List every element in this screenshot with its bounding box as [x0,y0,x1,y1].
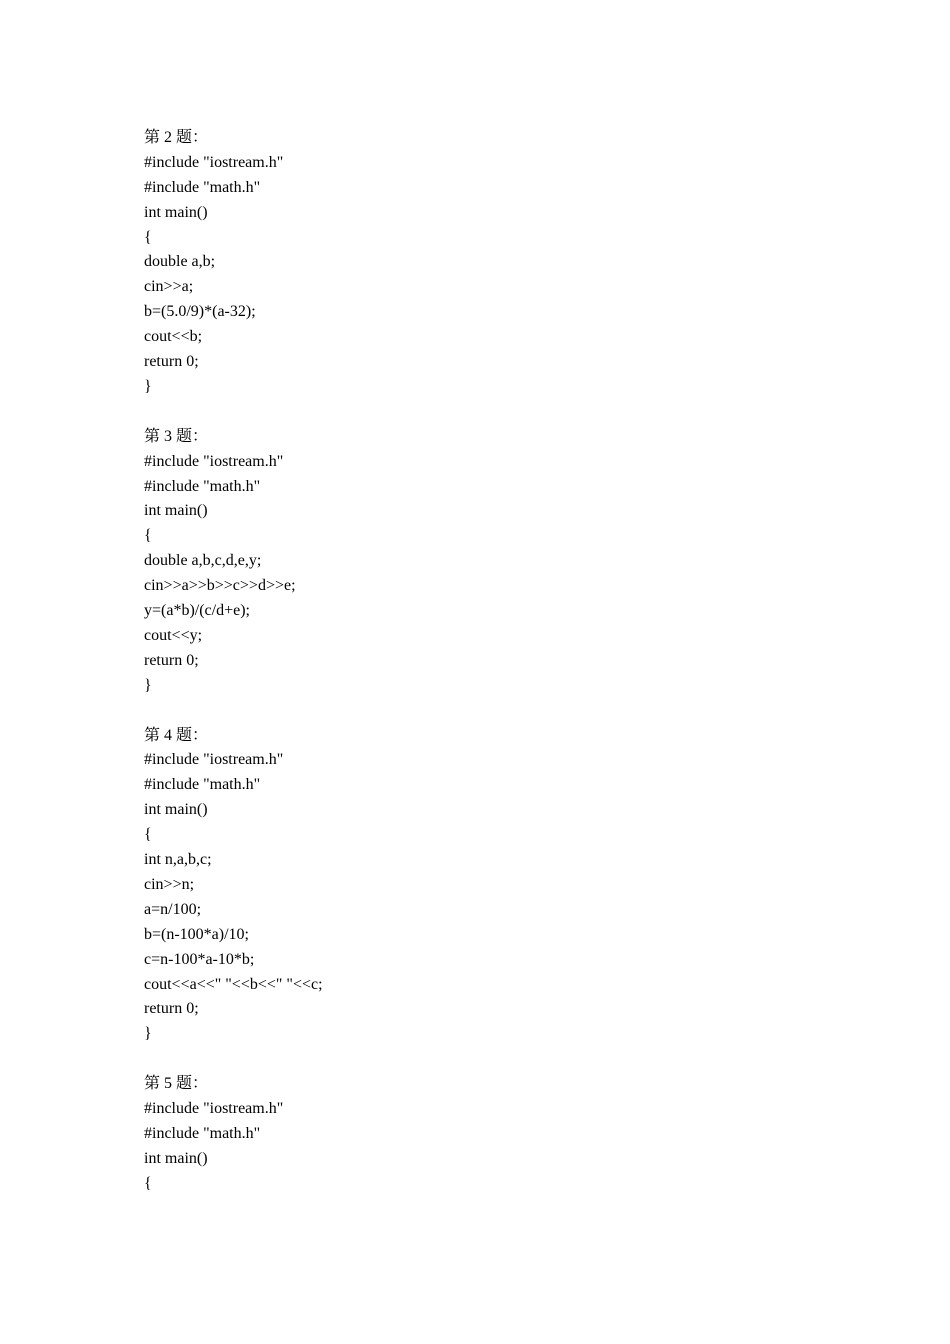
code-line: cin>>n; [144,875,195,893]
problem-title: 第 3 题： [144,427,209,445]
code-line: } [144,1025,152,1043]
code-line: cout<<y; [144,626,203,644]
code-line: double a,b; [144,253,216,271]
code-line: #include "iostream.h" [144,452,284,470]
code-line: return 0; [144,353,199,371]
problem-4 [144,724,844,1048]
code-line: c=n-100*a-10*b; [144,950,255,968]
code-line: int main() [144,1149,208,1167]
code-line: { [144,527,152,545]
code-line: int n,a,b,c; [144,851,212,869]
code-line: { [144,228,152,246]
code-line: #include "iostream.h" [144,153,284,171]
code-line: { [144,1174,152,1192]
code-line: int main() [144,502,208,520]
code-line: y=(a*b)/(c/d+e); [144,602,250,620]
problem-2 [144,126,844,400]
problem-3 [144,425,844,699]
code-line: cin>>a>>b>>c>>d>>e; [144,577,296,595]
code-line: #include "iostream.h" [144,1100,284,1118]
code-line: } [144,676,152,694]
code-line: return 0; [144,651,199,669]
code-line: return 0; [144,1000,199,1018]
code-line: double a,b,c,d,e,y; [144,552,262,570]
code-line: #include "math.h" [144,776,261,794]
code-line: cout<<a<<" "<<b<<" "<<c; [144,975,323,993]
code-line: a=n/100; [144,900,202,918]
code-line: cin>>a; [144,278,194,296]
code-line: #include "math.h" [144,178,261,196]
problem-title: 第 4 题： [144,726,209,744]
problem-5 [144,1072,844,1196]
problem-title: 第 2 题： [144,129,209,146]
code-line: #include "math.h" [144,477,261,495]
code-line: int main() [144,801,208,819]
code-line: { [144,826,152,844]
code-line: cout<<b; [144,328,203,346]
code-line: b=(n-100*a)/10; [144,925,249,943]
document-content [144,126,844,1222]
code-line: #include "math.h" [144,1124,261,1142]
code-line: } [144,377,152,395]
code-line: #include "iostream.h" [144,751,284,769]
problem-title: 第 5 题： [144,1075,209,1093]
code-line: int main() [144,203,208,221]
code-line: b=(5.0/9)*(a-32); [144,303,256,321]
